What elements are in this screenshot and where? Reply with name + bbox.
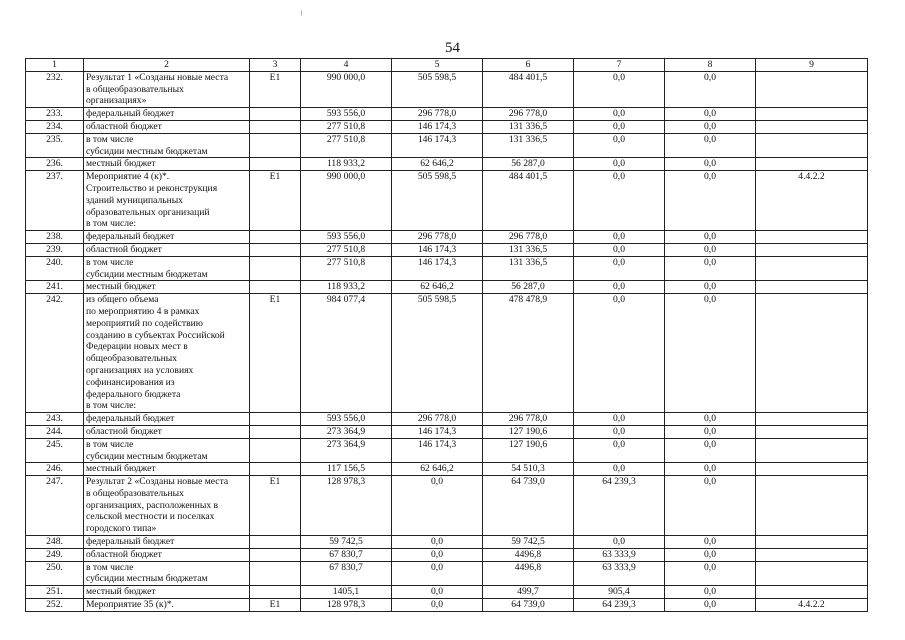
row-name-cell bbox=[84, 561, 250, 586]
year-4-cell: 0,0 bbox=[665, 548, 756, 561]
row-name-cell bbox=[84, 256, 250, 281]
year-4-cell: 0,0 bbox=[665, 536, 756, 549]
column-header: 4 bbox=[301, 59, 392, 72]
year-3-cell: 0,0 bbox=[574, 120, 665, 133]
indicator-link-cell bbox=[756, 586, 868, 599]
indicator-link-cell bbox=[756, 133, 868, 158]
row-name-line: федеральный бюджет bbox=[86, 413, 175, 425]
row-name-line: Мероприятие 4 (к)*. bbox=[86, 171, 170, 183]
year-2-cell: 127 190,6 bbox=[483, 438, 574, 463]
year-3-cell: 0,0 bbox=[574, 438, 665, 463]
row-number-cell: 250. bbox=[26, 561, 84, 586]
row-name-line: федеральный бюджет bbox=[86, 108, 175, 120]
year-3-cell: 0,0 bbox=[574, 71, 665, 107]
year-3-cell: 0,0 bbox=[574, 158, 665, 171]
row-number-cell: 234. bbox=[26, 120, 84, 133]
table-row bbox=[26, 231, 868, 244]
row-number-cell: 239. bbox=[26, 243, 84, 256]
project-code-cell bbox=[250, 231, 301, 244]
column-header: 9 bbox=[756, 59, 868, 72]
row-name-line: Федерации новых мест в bbox=[86, 341, 188, 353]
indicator-link-cell bbox=[756, 438, 868, 463]
year-2-cell: 131 336,5 bbox=[483, 133, 574, 158]
year-1-cell: 296 778,0 bbox=[392, 413, 483, 426]
column-header: 1 bbox=[26, 59, 84, 72]
row-number-cell: 238. bbox=[26, 231, 84, 244]
total-cell: 277 510,8 bbox=[301, 133, 392, 158]
row-name-line: Строительство и реконструкция bbox=[86, 182, 218, 194]
row-name-line: из общего объема bbox=[86, 294, 159, 306]
project-code-cell bbox=[250, 133, 301, 158]
column-header: 7 bbox=[574, 59, 665, 72]
row-name-line: общеобразовательных bbox=[86, 353, 177, 365]
row-number-cell: 236. bbox=[26, 158, 84, 171]
row-number-cell: 232. bbox=[26, 71, 84, 107]
year-1-cell: 0,0 bbox=[392, 476, 483, 536]
total-cell: 593 556,0 bbox=[301, 231, 392, 244]
year-1-cell: 146 174,3 bbox=[392, 243, 483, 256]
table-row bbox=[26, 256, 868, 281]
row-name-line: сельской местности и поселках bbox=[86, 511, 215, 523]
total-cell: 273 364,9 bbox=[301, 438, 392, 463]
row-name-cell bbox=[84, 231, 250, 244]
row-number-cell: 249. bbox=[26, 548, 84, 561]
project-code-cell bbox=[250, 438, 301, 463]
row-name-line: областной бюджет bbox=[86, 243, 162, 255]
row-name-line: областной бюджет bbox=[86, 548, 162, 560]
row-name-line: организациях, расположенных в bbox=[86, 499, 219, 511]
row-number-cell: 235. bbox=[26, 133, 84, 158]
row-number-cell: 252. bbox=[26, 599, 84, 612]
row-name-line: в том числе bbox=[86, 438, 134, 450]
row-name-cell bbox=[84, 438, 250, 463]
year-3-cell: 63 333,9 bbox=[574, 548, 665, 561]
year-4-cell: 0,0 bbox=[665, 120, 756, 133]
year-2-cell: 478 478,9 bbox=[483, 294, 574, 413]
year-2-cell: 54 510,3 bbox=[483, 463, 574, 476]
table-row bbox=[26, 281, 868, 294]
table-header-row bbox=[26, 59, 868, 72]
project-code-cell bbox=[250, 158, 301, 171]
year-4-cell: 0,0 bbox=[665, 476, 756, 536]
table-row bbox=[26, 548, 868, 561]
project-code-cell bbox=[250, 425, 301, 438]
total-cell: 118 933,2 bbox=[301, 281, 392, 294]
total-cell: 593 556,0 bbox=[301, 108, 392, 121]
total-cell: 118 933,2 bbox=[301, 158, 392, 171]
year-3-cell: 0,0 bbox=[574, 281, 665, 294]
year-2-cell: 499,7 bbox=[483, 586, 574, 599]
year-3-cell: 0,0 bbox=[574, 171, 665, 231]
row-name-cell bbox=[84, 171, 250, 231]
year-2-cell: 59 742,5 bbox=[483, 536, 574, 549]
row-name-line: организациях» bbox=[86, 95, 147, 107]
row-name-line: субсидии местным бюджетам bbox=[86, 145, 208, 157]
row-number-cell: 243. bbox=[26, 413, 84, 426]
year-3-cell: 64 239,3 bbox=[574, 476, 665, 536]
year-1-cell: 146 174,3 bbox=[392, 425, 483, 438]
row-name-line: местный бюджет bbox=[86, 158, 156, 170]
indicator-link-cell bbox=[756, 243, 868, 256]
project-code-cell: Е1 bbox=[250, 599, 301, 612]
row-name-line: созданию в субъектах Российской bbox=[86, 329, 225, 341]
year-1-cell: 0,0 bbox=[392, 561, 483, 586]
year-2-cell: 131 336,5 bbox=[483, 243, 574, 256]
indicator-link-cell bbox=[756, 413, 868, 426]
row-name-line: софинансирования из bbox=[86, 376, 175, 388]
total-cell: 67 830,7 bbox=[301, 548, 392, 561]
indicator-link-cell bbox=[756, 476, 868, 536]
table-row bbox=[26, 133, 868, 158]
indicator-link-cell bbox=[756, 548, 868, 561]
project-code-cell bbox=[250, 536, 301, 549]
row-name-line: в общеобразовательных bbox=[86, 487, 184, 499]
total-cell: 59 742,5 bbox=[301, 536, 392, 549]
year-2-cell: 4496,8 bbox=[483, 561, 574, 586]
year-4-cell: 0,0 bbox=[665, 281, 756, 294]
year-2-cell: 56 287,0 bbox=[483, 158, 574, 171]
row-name-line: федерального бюджета bbox=[86, 388, 181, 400]
row-name-line: зданий муниципальных bbox=[86, 194, 183, 206]
table-row bbox=[26, 476, 868, 536]
project-code-cell bbox=[250, 463, 301, 476]
total-cell: 67 830,7 bbox=[301, 561, 392, 586]
column-header: 3 bbox=[250, 59, 301, 72]
year-2-cell: 127 190,6 bbox=[483, 425, 574, 438]
year-2-cell: 64 739,0 bbox=[483, 476, 574, 536]
row-name-line: образовательных организаций bbox=[86, 206, 210, 218]
row-number-cell: 241. bbox=[26, 281, 84, 294]
year-2-cell: 56 287,0 bbox=[483, 281, 574, 294]
row-name-cell bbox=[84, 463, 250, 476]
total-cell: 593 556,0 bbox=[301, 413, 392, 426]
total-cell: 273 364,9 bbox=[301, 425, 392, 438]
row-name-cell bbox=[84, 158, 250, 171]
row-name-line: федеральный бюджет bbox=[86, 536, 175, 548]
year-4-cell: 0,0 bbox=[665, 171, 756, 231]
indicator-link-cell: 4.4.2.2 bbox=[756, 171, 868, 231]
year-1-cell: 62 646,2 bbox=[392, 281, 483, 294]
table-row bbox=[26, 536, 868, 549]
column-header: 6 bbox=[483, 59, 574, 72]
year-4-cell: 0,0 bbox=[665, 561, 756, 586]
table-row bbox=[26, 561, 868, 586]
table-row bbox=[26, 438, 868, 463]
year-1-cell: 296 778,0 bbox=[392, 108, 483, 121]
row-name-line: субсидии местным бюджетам bbox=[86, 573, 208, 585]
year-2-cell: 484 401,5 bbox=[483, 171, 574, 231]
indicator-link-cell bbox=[756, 256, 868, 281]
project-code-cell: Е1 bbox=[250, 476, 301, 536]
row-number-cell: 248. bbox=[26, 536, 84, 549]
year-1-cell: 505 598,5 bbox=[392, 294, 483, 413]
total-cell: 128 978,3 bbox=[301, 599, 392, 612]
year-4-cell: 0,0 bbox=[665, 71, 756, 107]
total-cell: 277 510,8 bbox=[301, 120, 392, 133]
total-cell: 277 510,8 bbox=[301, 256, 392, 281]
project-code-cell bbox=[250, 281, 301, 294]
year-4-cell: 0,0 bbox=[665, 256, 756, 281]
row-number-cell: 251. bbox=[26, 586, 84, 599]
year-1-cell: 0,0 bbox=[392, 536, 483, 549]
row-number-cell: 244. bbox=[26, 425, 84, 438]
project-code-cell bbox=[250, 108, 301, 121]
row-name-line: в том числе: bbox=[86, 400, 137, 412]
row-name-cell bbox=[84, 413, 250, 426]
row-name-cell bbox=[84, 243, 250, 256]
year-3-cell: 63 333,9 bbox=[574, 561, 665, 586]
row-name-line: областной бюджет bbox=[86, 120, 162, 132]
page-number: 54 bbox=[445, 40, 460, 56]
year-1-cell: 146 174,3 bbox=[392, 120, 483, 133]
year-1-cell: 146 174,3 bbox=[392, 256, 483, 281]
year-3-cell: 0,0 bbox=[574, 133, 665, 158]
project-code-cell bbox=[250, 256, 301, 281]
year-2-cell: 296 778,0 bbox=[483, 413, 574, 426]
total-cell: 984 077,4 bbox=[301, 294, 392, 413]
year-3-cell: 0,0 bbox=[574, 243, 665, 256]
project-code-cell bbox=[250, 243, 301, 256]
row-name-cell bbox=[84, 120, 250, 133]
indicator-link-cell bbox=[756, 120, 868, 133]
row-name-cell bbox=[84, 281, 250, 294]
table-row bbox=[26, 120, 868, 133]
project-code-cell bbox=[250, 413, 301, 426]
year-1-cell: 0,0 bbox=[392, 586, 483, 599]
column-header: 5 bbox=[392, 59, 483, 72]
row-number-cell: 233. bbox=[26, 108, 84, 121]
project-code-cell bbox=[250, 120, 301, 133]
row-name-cell bbox=[84, 599, 250, 612]
indicator-link-cell bbox=[756, 281, 868, 294]
table-row bbox=[26, 413, 868, 426]
row-name-line: субсидии местным бюджетам bbox=[86, 450, 208, 462]
row-name-cell bbox=[84, 586, 250, 599]
year-4-cell: 0,0 bbox=[665, 108, 756, 121]
budget-table bbox=[25, 58, 868, 612]
row-name-line: Мероприятие 35 (к)*. bbox=[86, 599, 174, 611]
project-code-cell bbox=[250, 561, 301, 586]
table-row bbox=[26, 71, 868, 107]
row-name-line: в том числе bbox=[86, 561, 134, 573]
row-name-cell bbox=[84, 536, 250, 549]
table-row bbox=[26, 586, 868, 599]
row-name-line: в общеобразовательных bbox=[86, 83, 184, 95]
column-header: 8 bbox=[665, 59, 756, 72]
year-1-cell: 505 598,5 bbox=[392, 171, 483, 231]
year-2-cell: 484 401,5 bbox=[483, 71, 574, 107]
row-name-cell bbox=[84, 425, 250, 438]
row-name-line: мероприятий по содействию bbox=[86, 317, 203, 329]
table-row bbox=[26, 294, 868, 413]
year-2-cell: 131 336,5 bbox=[483, 120, 574, 133]
row-name-cell bbox=[84, 548, 250, 561]
total-cell: 128 978,3 bbox=[301, 476, 392, 536]
indicator-link-cell bbox=[756, 463, 868, 476]
indicator-link-cell bbox=[756, 425, 868, 438]
project-code-cell: Е1 bbox=[250, 171, 301, 231]
year-1-cell: 296 778,0 bbox=[392, 231, 483, 244]
year-4-cell: 0,0 bbox=[665, 586, 756, 599]
row-number-cell: 246. bbox=[26, 463, 84, 476]
row-number-cell: 247. bbox=[26, 476, 84, 536]
year-4-cell: 0,0 bbox=[665, 243, 756, 256]
year-4-cell: 0,0 bbox=[665, 599, 756, 612]
row-name-line: местный бюджет bbox=[86, 586, 156, 598]
row-number-cell: 245. bbox=[26, 438, 84, 463]
year-1-cell: 146 174,3 bbox=[392, 133, 483, 158]
table-row bbox=[26, 463, 868, 476]
row-name-line: местный бюджет bbox=[86, 463, 156, 475]
row-name-line: Результат 2 «Созданы новые места bbox=[86, 476, 229, 488]
indicator-link-cell bbox=[756, 71, 868, 107]
year-3-cell: 0,0 bbox=[574, 294, 665, 413]
indicator-link-cell: 4.4.2.2 bbox=[756, 599, 868, 612]
indicator-link-cell bbox=[756, 294, 868, 413]
row-name-cell bbox=[84, 476, 250, 536]
row-name-line: организациях на условиях bbox=[86, 364, 194, 376]
table-row bbox=[26, 108, 868, 121]
year-1-cell: 0,0 bbox=[392, 548, 483, 561]
year-2-cell: 296 778,0 bbox=[483, 231, 574, 244]
row-name-cell bbox=[84, 133, 250, 158]
year-1-cell: 62 646,2 bbox=[392, 463, 483, 476]
row-name-line: в том числе bbox=[86, 133, 134, 145]
row-name-line: субсидии местным бюджетам bbox=[86, 268, 208, 280]
project-code-cell bbox=[250, 548, 301, 561]
row-number-cell: 242. bbox=[26, 294, 84, 413]
indicator-link-cell bbox=[756, 158, 868, 171]
year-4-cell: 0,0 bbox=[665, 158, 756, 171]
year-3-cell: 0,0 bbox=[574, 536, 665, 549]
scan-mark bbox=[301, 10, 302, 16]
total-cell: 990 000,0 bbox=[301, 71, 392, 107]
year-3-cell: 64 239,3 bbox=[574, 599, 665, 612]
year-3-cell: 0,0 bbox=[574, 425, 665, 438]
row-name-cell bbox=[84, 108, 250, 121]
year-4-cell: 0,0 bbox=[665, 413, 756, 426]
total-cell: 117 156,5 bbox=[301, 463, 392, 476]
year-3-cell: 905,4 bbox=[574, 586, 665, 599]
row-name-line: федеральный бюджет bbox=[86, 231, 175, 243]
column-header: 2 bbox=[84, 59, 250, 72]
year-4-cell: 0,0 bbox=[665, 133, 756, 158]
row-name-line: городского типа» bbox=[86, 523, 157, 535]
row-name-line: по мероприятию 4 в рамках bbox=[86, 305, 200, 317]
row-name-line: Результат 1 «Созданы новые места bbox=[86, 71, 229, 83]
table-row bbox=[26, 599, 868, 612]
year-3-cell: 0,0 bbox=[574, 463, 665, 476]
indicator-link-cell bbox=[756, 231, 868, 244]
year-4-cell: 0,0 bbox=[665, 425, 756, 438]
year-2-cell: 131 336,5 bbox=[483, 256, 574, 281]
year-2-cell: 64 739,0 bbox=[483, 599, 574, 612]
table-row bbox=[26, 171, 868, 231]
row-name-line: в том числе bbox=[86, 256, 134, 268]
row-name-line: областной бюджет bbox=[86, 425, 162, 437]
year-2-cell: 4496,8 bbox=[483, 548, 574, 561]
year-4-cell: 0,0 bbox=[665, 231, 756, 244]
project-code-cell: Е1 bbox=[250, 294, 301, 413]
project-code-cell bbox=[250, 586, 301, 599]
row-number-cell: 237. bbox=[26, 171, 84, 231]
project-code-cell: Е1 bbox=[250, 71, 301, 107]
indicator-link-cell bbox=[756, 561, 868, 586]
row-name-cell bbox=[84, 294, 250, 413]
table-body bbox=[26, 71, 868, 611]
year-2-cell: 296 778,0 bbox=[483, 108, 574, 121]
indicator-link-cell bbox=[756, 108, 868, 121]
row-number-cell: 240. bbox=[26, 256, 84, 281]
total-cell: 990 000,0 bbox=[301, 171, 392, 231]
year-4-cell: 0,0 bbox=[665, 438, 756, 463]
year-3-cell: 0,0 bbox=[574, 231, 665, 244]
year-1-cell: 505 598,5 bbox=[392, 71, 483, 107]
table-row bbox=[26, 158, 868, 171]
year-1-cell: 146 174,3 bbox=[392, 438, 483, 463]
year-4-cell: 0,0 bbox=[665, 294, 756, 413]
row-name-cell bbox=[84, 71, 250, 107]
year-3-cell: 0,0 bbox=[574, 108, 665, 121]
year-1-cell: 0,0 bbox=[392, 599, 483, 612]
row-name-line: в том числе: bbox=[86, 218, 137, 230]
indicator-link-cell bbox=[756, 536, 868, 549]
total-cell: 277 510,8 bbox=[301, 243, 392, 256]
year-3-cell: 0,0 bbox=[574, 256, 665, 281]
table-row bbox=[26, 425, 868, 438]
table-row bbox=[26, 243, 868, 256]
year-1-cell: 62 646,2 bbox=[392, 158, 483, 171]
year-4-cell: 0,0 bbox=[665, 463, 756, 476]
total-cell: 1405,1 bbox=[301, 586, 392, 599]
row-name-line: местный бюджет bbox=[86, 281, 156, 293]
year-3-cell: 0,0 bbox=[574, 413, 665, 426]
